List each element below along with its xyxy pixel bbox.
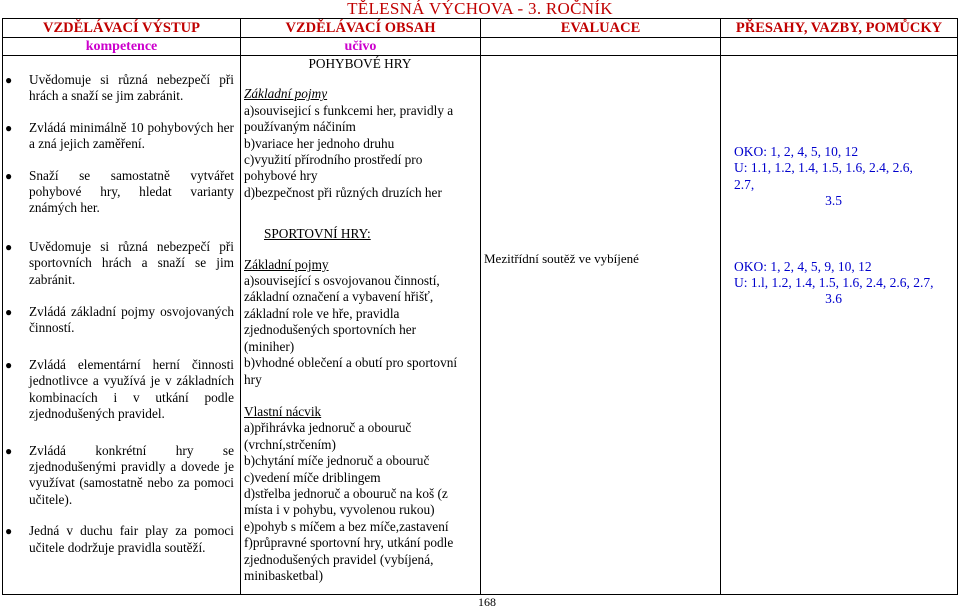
list-item: ● Snaží se samostatně vytvářet pohybové hry, hledat varianty známých her. — [5, 167, 234, 216]
subheader-competence: kompetence — [3, 38, 241, 56]
section-practice-lines: a)přihrávka jednoruč a obouruč (vrchní,strčením) b)chytání míče jednoruč a obouruč c)vedení míče driblingem d)střelba jednoruč a obouruč na koš (z místa i v pohybu, vyvolenou rukou) e)pohyb s míčem a bez míče,zastavení f)průpravné sportovní hry, utkání podle zjednodušených pravidel (vybíjená, minibasketbal) — [244, 420, 454, 583]
bullet-icon: ● — [5, 73, 13, 87]
header-educational-content: VZDĚLÁVACÍ OBSAH — [241, 19, 481, 38]
content-body — [241, 56, 480, 584]
section-motion-games-lines: a)souvisejicí s funkcemi her, pravidly a používaným náčiním b)variace her jednoho druhu c)využití přírodního prostředí pro pohybové hry d)bezpečnost při různých druzích her — [244, 102, 454, 200]
curriculum-table — [2, 18, 958, 595]
list-item: ● Zvládá základní pojmy osvojovaných činností. — [5, 304, 234, 336]
links-cell — [721, 56, 958, 595]
subheader-row — [3, 38, 958, 56]
section-practice-subtitle: Vlastní nácvik — [244, 403, 322, 419]
page-number: 168 — [478, 595, 496, 609]
header-links: PŘESAHY, VAZBY, POMŮCKY — [721, 19, 958, 38]
bullet-icon: ● — [5, 524, 13, 539]
evaluation-text: Mezitřídní soutěž ve vybíjené — [484, 251, 639, 266]
header-learning-outcome: VZDĚLÁVACÍ VÝSTUP — [3, 19, 241, 38]
bullet-icon: ● — [5, 305, 13, 320]
links-block-2: OKO: 1, 2, 4, 5, 9, 10, 12 U: 1.l, 1.2, 1.4, 1.5, 1.6, 2.4, 2.6, 2.7, 3.6 — [734, 258, 934, 307]
list-item: ● Zvládá elementární herní činnosti jednotlivce a využívá je v základních kombinacích i v utkání podle zjednodušených pravidel. — [5, 356, 234, 422]
section-motion-games-subtitle: Základní pojmy — [244, 86, 328, 102]
competences-cell — [3, 56, 241, 595]
content-cell — [241, 56, 481, 595]
bullet-icon: ● — [5, 239, 13, 254]
header-row — [3, 19, 958, 38]
subheader-curriculum: učivo — [241, 38, 481, 56]
section-sport-games-subtitle: Základní pojmy — [244, 256, 329, 272]
page-title: TĚLESNÁ VÝCHOVA - 3. ROČNÍK — [347, 0, 613, 18]
section-sport-games-lines: a)související s osvojovanou činností, základní označení a vybavení hřišť, základní role ve hře, pravidla zjednodušených sportovních her (miniher) b)vhodné oblečení a obutí pro sportovní hry — [244, 273, 458, 387]
evaluation-cell — [481, 56, 721, 595]
competences-list — [5, 58, 234, 556]
section-motion-games-title: POHYBOVÉ HRY — [308, 56, 412, 71]
subheader-empty-3 — [481, 38, 721, 56]
links-block-1: OKO: 1, 2, 4, 5, 10, 12 U: 1.1, 1.2, 1.4, 1.5, 1.6, 2.4, 2.6, 2.7, 3.5 — [734, 144, 913, 209]
list-item: ● Zvládá konkrétní hry se zjednodušenými pravidly a dovede je využívat (samostatně nebo za pomoci učitele). — [5, 442, 234, 507]
bullet-icon: ● — [5, 443, 13, 458]
header-evaluation: EVALUACE — [481, 19, 721, 38]
list-item: ● Jedná v duchu fair play za pomoci učitele dodržuje pravidla soutěží. — [5, 523, 234, 555]
list-item: ● Uvědomuje si různá nebezpečí při hrách a snaží se jim zabránit. — [5, 72, 234, 104]
list-item: ● Uvědomuje si různá nebezpečí při sportovních hrách a snaží se jim zabránit. — [5, 238, 234, 287]
content-row — [3, 56, 958, 595]
bullet-icon: ● — [5, 357, 13, 372]
section-sport-games-title: SPORTOVNÍ HRY: — [264, 226, 371, 242]
bullet-icon: ● — [5, 168, 13, 183]
subheader-empty-4 — [721, 38, 958, 56]
bullet-icon: ● — [5, 120, 13, 135]
list-item: ● Zvládá minimálně 10 pohybových her a zná jejich zaměření. — [5, 119, 234, 152]
